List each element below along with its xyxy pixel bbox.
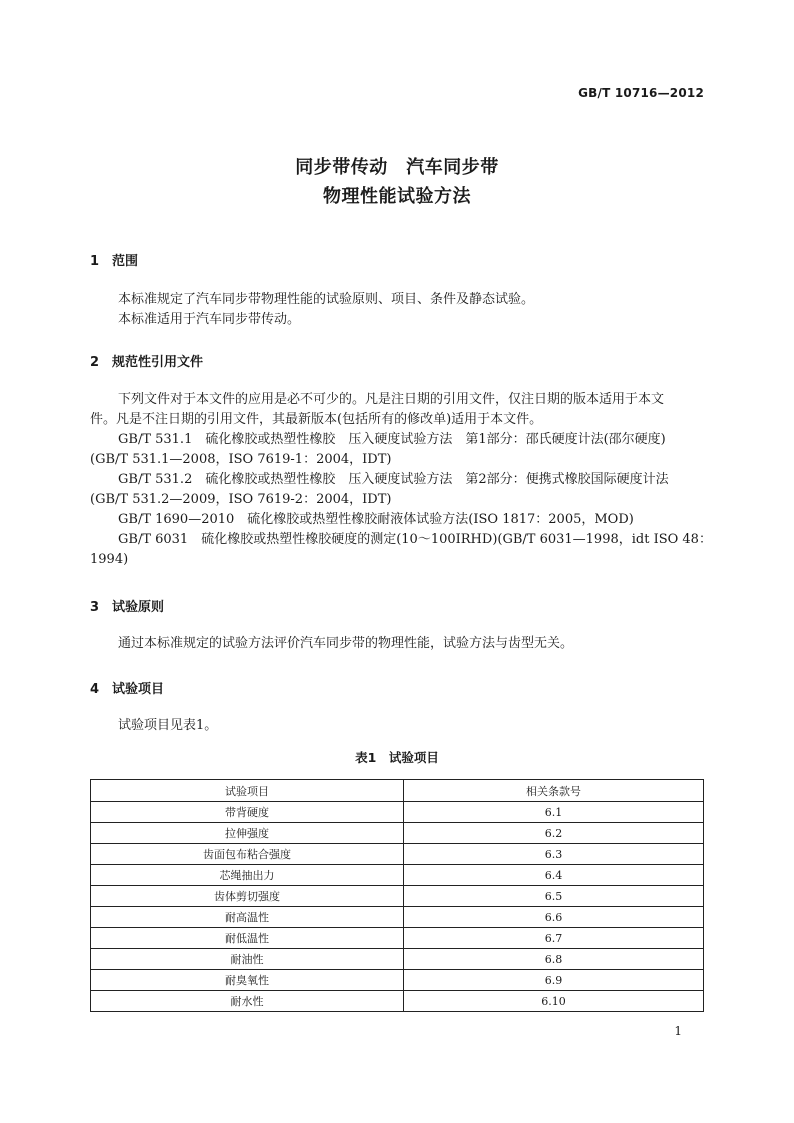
page-number: 1	[674, 1024, 682, 1038]
section-heading	[90, 250, 138, 269]
clause-number-cell: 6.5	[404, 886, 704, 907]
reference-entry-continued: (GB/T 531.2—2009，ISO 7619-2：2004，IDT)	[90, 492, 392, 507]
test-item-cell: 拉伸强度	[91, 823, 404, 844]
section-number: 1	[90, 254, 100, 269]
section-heading	[90, 596, 164, 615]
section-body	[90, 716, 704, 736]
reference-entry: GB/T 531.1 硫化橡胶或热塑性橡胶 压入硬度试验方法 第1部分：邵氏硬度计法(邵尔硬度)	[118, 432, 666, 447]
table-row	[91, 928, 704, 949]
test-item-cell: 耐臭氧性	[91, 970, 404, 991]
section-number: 3	[90, 600, 100, 615]
table-row	[91, 907, 704, 928]
table-header-row	[91, 780, 704, 802]
table-row	[91, 970, 704, 991]
reference-entry-continued: 1994)	[90, 552, 129, 567]
reference-entry: GB/T 531.2 硫化橡胶或热塑性橡胶 压入硬度试验方法 第2部分：便携式橡胶国际硬度计法	[118, 472, 669, 487]
section-heading	[90, 351, 203, 370]
clause-number-cell: 6.2	[404, 823, 704, 844]
section-body	[90, 290, 704, 330]
clause-number-cell: 6.4	[404, 865, 704, 886]
reference-entry: GB/T 1690—2010 硫化橡胶或热塑性橡胶耐液体试验方法(ISO 1817：2005，MOD)	[118, 512, 634, 527]
clause-number-cell: 6.3	[404, 844, 704, 865]
clause-number-cell: 6.1	[404, 802, 704, 823]
test-item-cell: 芯绳抽出力	[91, 865, 404, 886]
paragraph: 试验项目见表1。	[118, 718, 218, 733]
table-row	[91, 802, 704, 823]
clause-number-cell: 6.9	[404, 970, 704, 991]
test-item-cell: 耐油性	[91, 949, 404, 970]
test-item-cell: 耐高温性	[91, 907, 404, 928]
section-number: 2	[90, 355, 100, 370]
test-item-cell: 齿面包布粘合强度	[91, 844, 404, 865]
reference-entry: GB/T 6031 硫化橡胶或热塑性橡胶硬度的测定(10～100IRHD)(GB/T 6031—1998，idt ISO 48：	[118, 532, 712, 547]
section-body	[90, 390, 712, 570]
test-item-cell: 齿体剪切强度	[91, 886, 404, 907]
paragraph: 本标准适用于汽车同步带传动。	[118, 312, 301, 327]
column-header: 试验项目	[91, 780, 404, 802]
section-title: 范围	[112, 254, 139, 269]
table-caption: 表1 试验项目	[355, 750, 439, 765]
table-row	[91, 949, 704, 970]
document-title-line-2: 物理性能试验方法	[323, 186, 471, 207]
clause-number-cell: 6.7	[404, 928, 704, 949]
paragraph-line: 下列文件对于本文件的应用是必不可少的。凡是注日期的引用文件，仅注日期的版本适用于本文	[118, 392, 665, 407]
table-row	[91, 886, 704, 907]
test-item-cell: 耐低温性	[91, 928, 404, 949]
section-heading	[90, 678, 164, 697]
paragraph: 本标准规定了汽车同步带物理性能的试验原则、项目、条件及静态试验。	[118, 292, 535, 307]
clause-number-cell: 6.10	[404, 991, 704, 1012]
standard-code: GB/T 10716—2012	[578, 86, 704, 100]
reference-entry-continued: (GB/T 531.1—2008，ISO 7619-1：2004，IDT)	[90, 452, 392, 467]
section-title: 试验项目	[112, 682, 165, 697]
table-row	[91, 865, 704, 886]
document-title-line-1: 同步带传动 汽车同步带	[295, 157, 499, 178]
test-items-table	[90, 779, 704, 1012]
section-title: 规范性引用文件	[112, 355, 204, 370]
test-item-cell: 耐水性	[91, 991, 404, 1012]
section-number: 4	[90, 682, 100, 697]
column-header: 相关条款号	[404, 780, 704, 802]
table-row	[91, 823, 704, 844]
table-row	[91, 844, 704, 865]
test-item-cell: 带背硬度	[91, 802, 404, 823]
section-title: 试验原则	[112, 600, 165, 615]
clause-number-cell: 6.8	[404, 949, 704, 970]
table-row	[91, 991, 704, 1012]
clause-number-cell: 6.6	[404, 907, 704, 928]
section-body	[90, 634, 704, 654]
paragraph-line: 件。凡是不注日期的引用文件，其最新版本(包括所有的修改单)适用于本文件。	[90, 412, 543, 427]
paragraph: 通过本标准规定的试验方法评价汽车同步带的物理性能，试验方法与齿型无关。	[118, 636, 574, 651]
